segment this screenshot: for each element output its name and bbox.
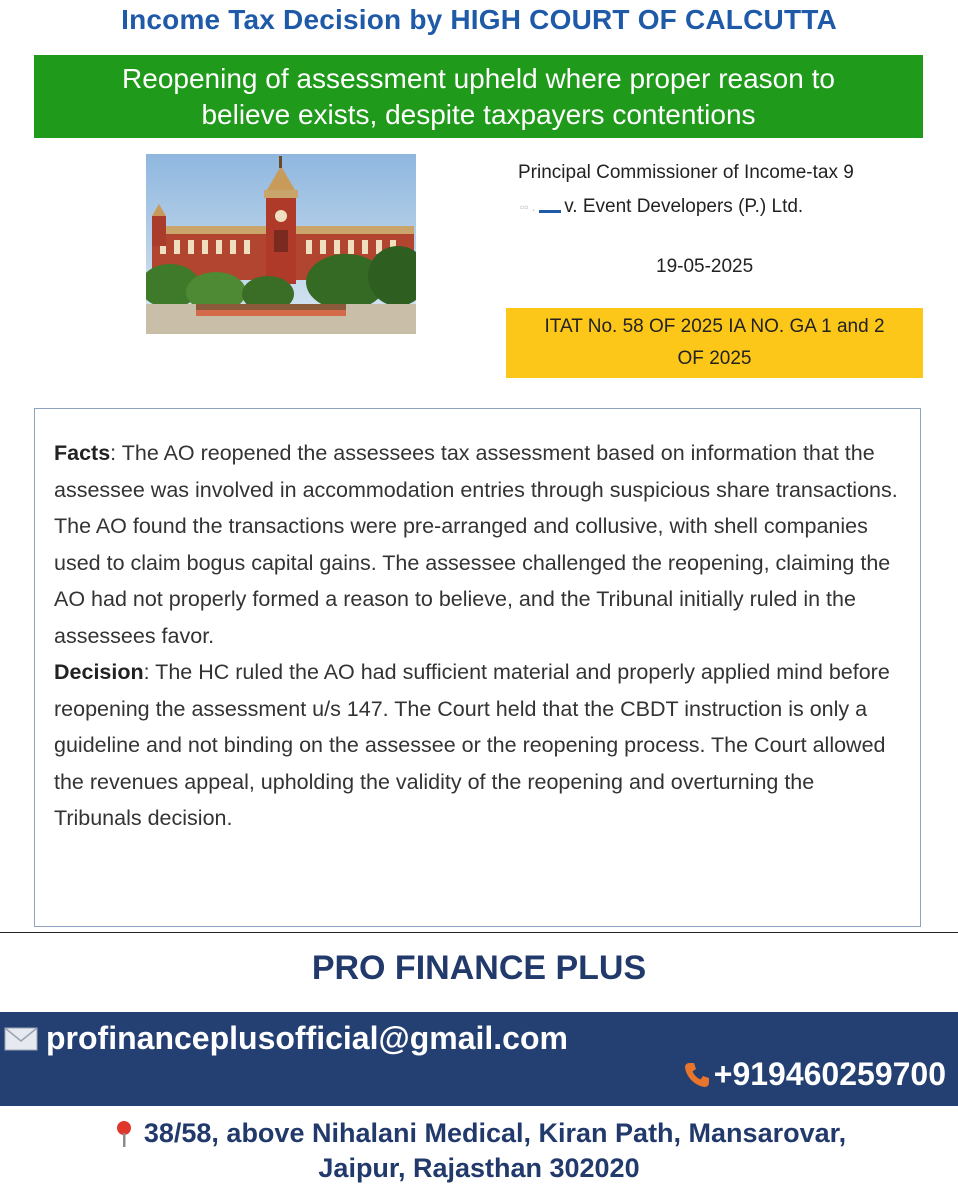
page-title: Income Tax Decision by HIGH COURT OF CALCUTTA	[121, 4, 837, 35]
headline-text: Reopening of assessment upheld where proper reason to believe exists, despite taxpayers contentions	[122, 62, 835, 130]
address-block	[0, 1116, 958, 1186]
headline-banner	[34, 55, 923, 138]
summary-box	[34, 408, 921, 927]
redaction-line	[539, 210, 561, 213]
address-line-2-row	[0, 1151, 958, 1186]
facts-label: Facts	[54, 441, 111, 465]
decision-paragraph	[54, 654, 900, 837]
address-line-1-row	[0, 1116, 958, 1151]
facts-paragraph	[54, 435, 900, 654]
itat-reference-box	[506, 308, 923, 378]
phone-icon	[682, 1060, 712, 1090]
decision-label: Decision	[54, 660, 144, 684]
address-line-2: Jaipur, Rajasthan 302020	[318, 1153, 640, 1183]
address-line-1: 38/58, above Nihalani Medical, Kiran Path, Mansarovar,	[143, 1118, 847, 1148]
envelope-icon	[4, 1026, 38, 1052]
email-address[interactable]: profinanceplusofficial@gmail.com	[46, 1020, 568, 1056]
email-row	[4, 1020, 568, 1057]
redaction-mark: ▫▫ .	[520, 200, 536, 214]
brand-name: PRO FINANCE PLUS	[0, 932, 958, 1012]
phone-number[interactable]: +919460259700	[713, 1056, 946, 1092]
contact-bar	[0, 1012, 958, 1106]
case-date: 19-05-2025	[656, 256, 754, 277]
court-building-photo	[146, 154, 416, 334]
location-pin-icon	[112, 1119, 136, 1149]
phone-row	[682, 1056, 946, 1093]
case-party-1: Principal Commissioner of Income-tax 9	[518, 162, 854, 183]
case-party-2: v. Event Developers (P.) Ltd.	[564, 196, 804, 217]
decision-text: : The HC ruled the AO had sufficient material and properly applied mind before reopening the assessment u/s 147. The Court held that the CBDT instruction is only a guideline and not binding on the assessee or the reopening process. The Court allowed the revenues appeal, upholding the validity of the reopening and overturning the Tribunals decision.	[54, 660, 890, 830]
facts-text: : The AO reopened the assessees tax assessment based on information that the assessee was involved in accommodation entries through suspicious share transactions. The AO found the transactions were pre-arranged and collusive, with shell companies used to claim bogus capital gains. The assessee challenged the reopening, claiming the AO had not properly formed a reason to believe, and the Tribunal initially ruled in the assessees favor.	[54, 441, 898, 648]
building-photo-icon	[146, 154, 416, 334]
case-party-2-row	[520, 196, 803, 218]
itat-reference: ITAT No. 58 OF 2025 IA NO. GA 1 and 2 OF 2025	[544, 316, 885, 369]
